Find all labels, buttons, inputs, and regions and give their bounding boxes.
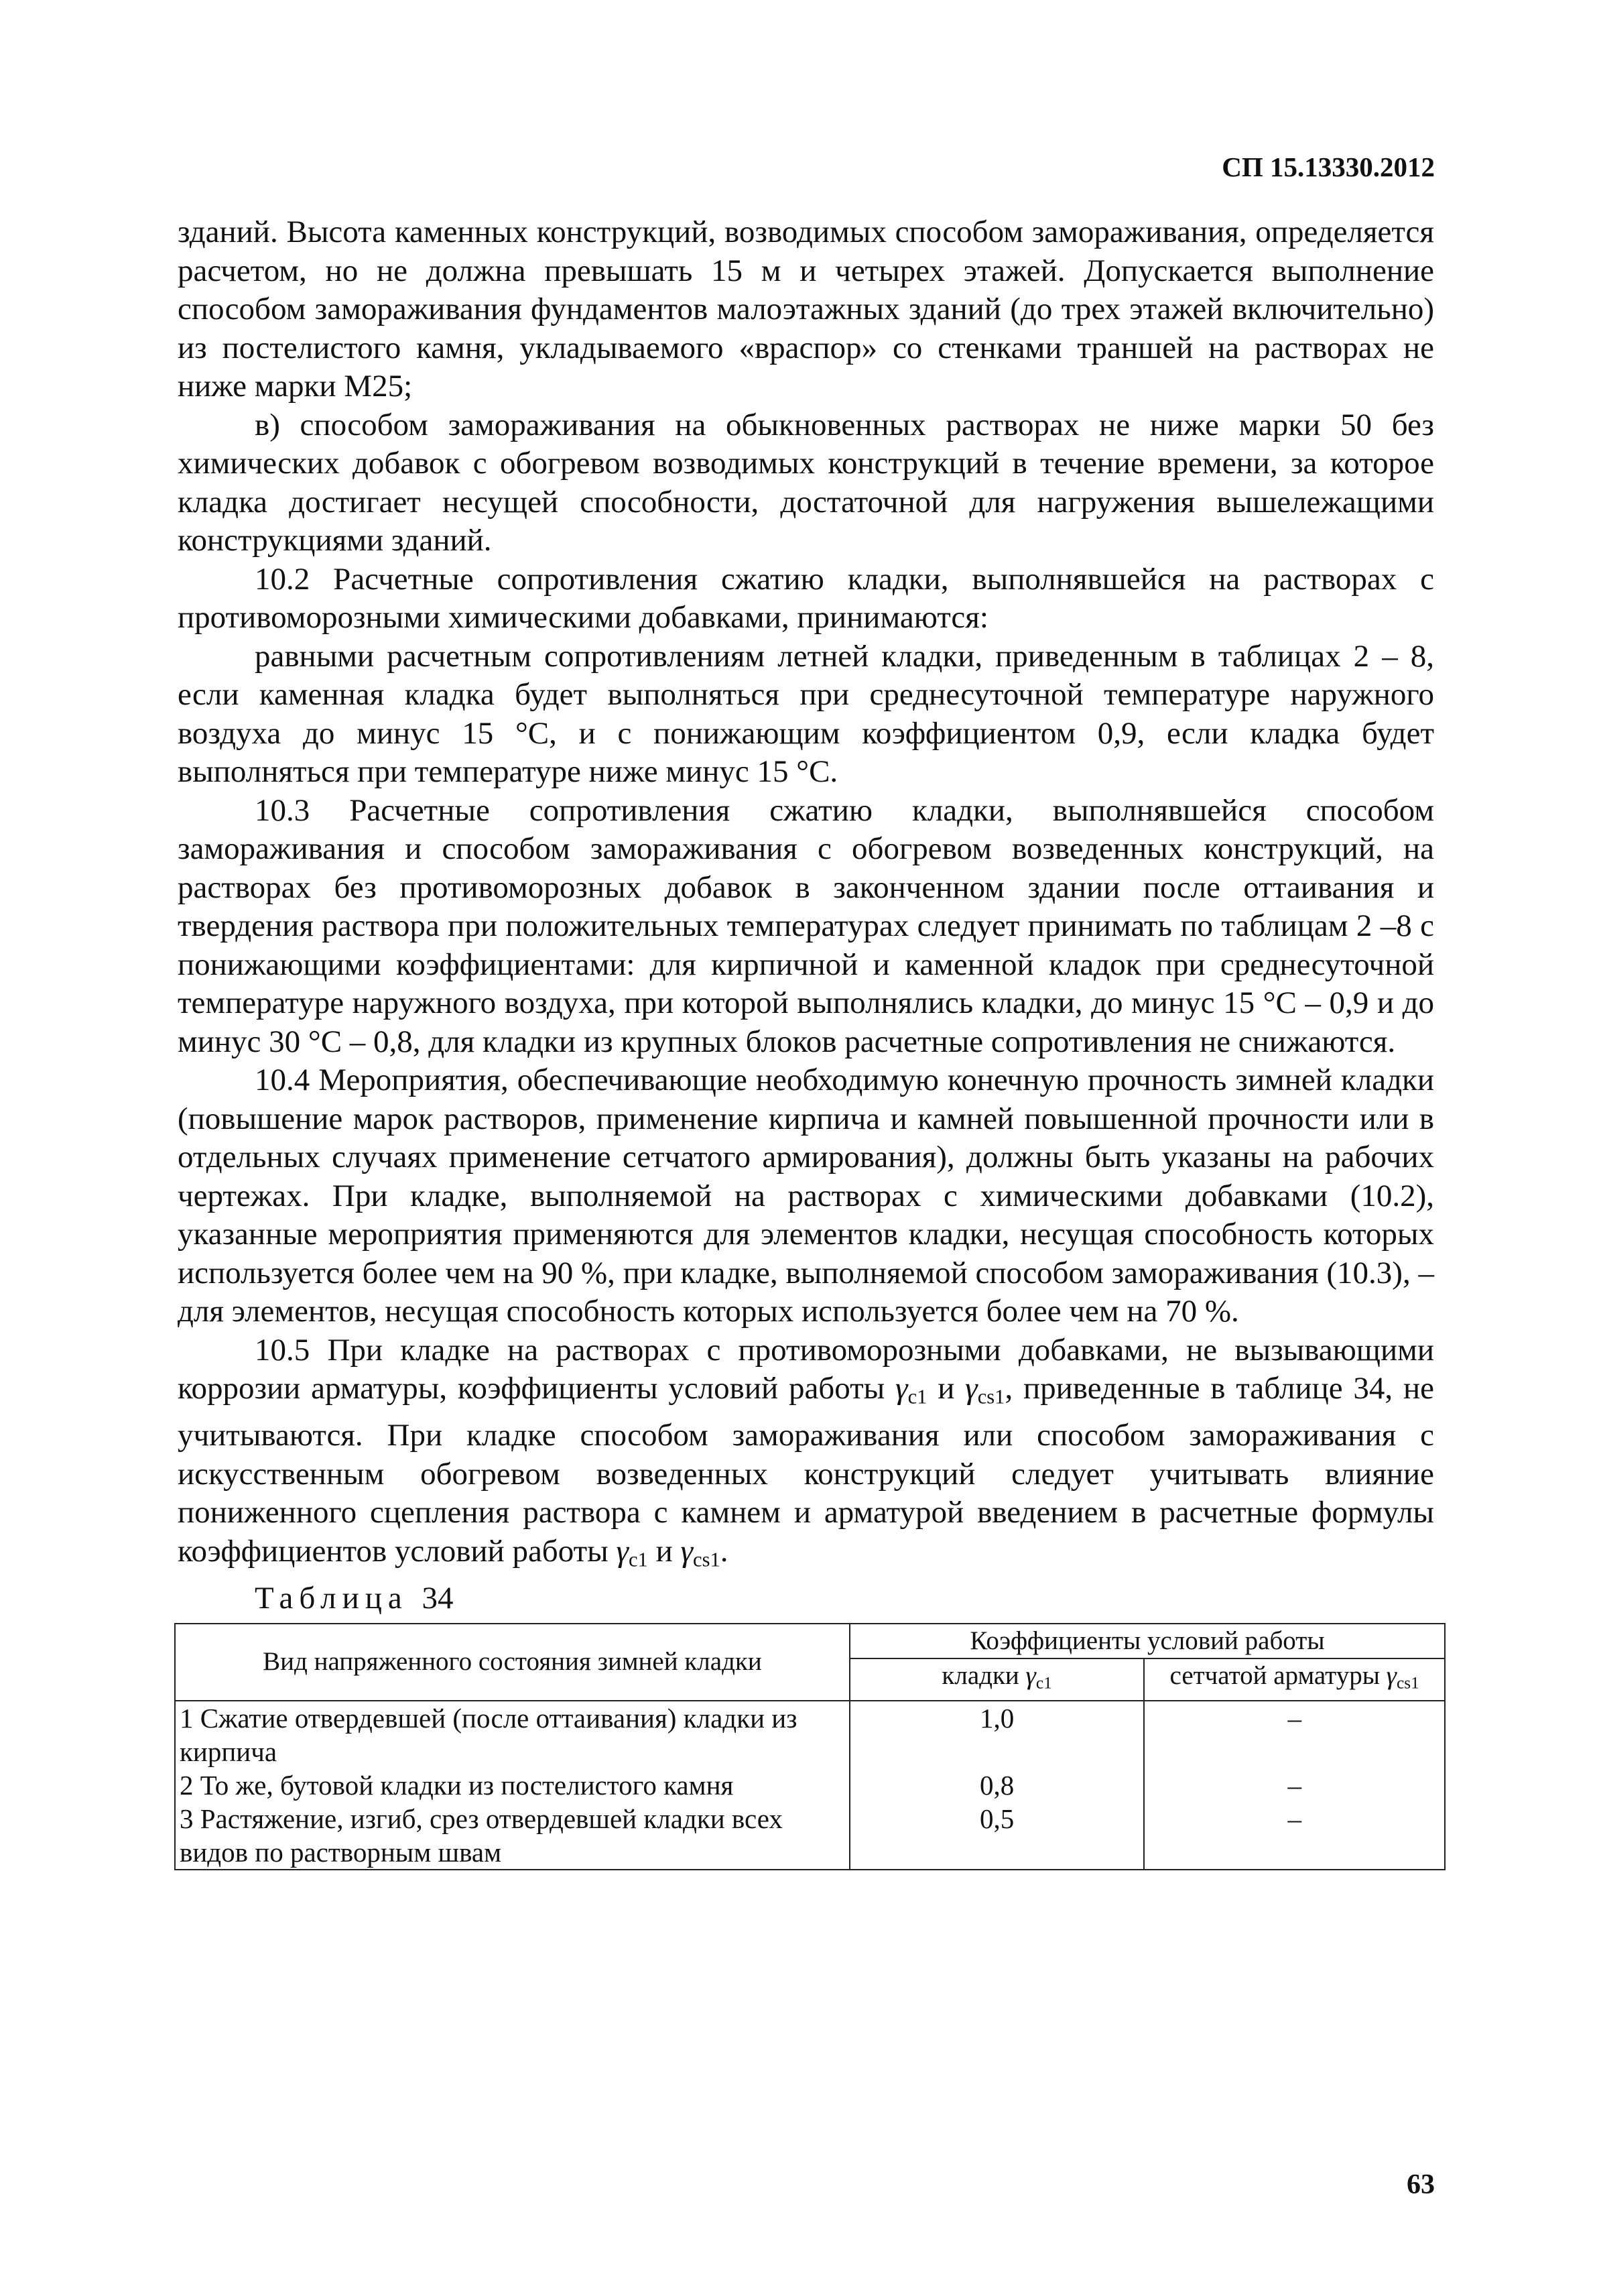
- gamma-symbol: γ: [680, 1533, 694, 1569]
- row-mesh-value: –: [1144, 1768, 1445, 1802]
- table-caption-number: 34: [422, 1580, 454, 1616]
- subscript-cs1: cs1: [693, 1548, 720, 1571]
- subscript-c1: c1: [1035, 1673, 1052, 1693]
- paragraph-10-2-item: равными расчетным сопротивлениям летней кладки, приведенным в таблицах 2 – 8, если каменная кладка будет выполняться при среднесуточной температуре наружного воздуха до минус 15 °С, и с понижающим коэффициентом 0,9, если кладка будет выполняться при температуре ниже минус 15 °С.: [178, 638, 1434, 789]
- table-caption-word: Таблица: [255, 1580, 408, 1616]
- row-mesh-value: –: [1144, 1701, 1445, 1768]
- subscript-cs1: cs1: [1397, 1673, 1419, 1693]
- gamma-symbol: γ: [616, 1533, 629, 1569]
- paragraph-10-4: 10.4 Мероприятия, обеспечивающие необходимую конечную прочность зимней кладки (повышение марок растворов, применение кирпича и камней повышенной прочности или в отдельных случаях применение сетчатого армирования), должны быть указаны на рабочих чертежах. При кладке, выполняемой на растворах с химическими добавками (10.2), указанные мероприятия применяются для элементов кладки, несущая способность которых используется более чем на 90 %, при кладке, выполняемой способом замораживания (10.3), – для элементов, несущая способность которых используется более чем на 70 %.: [178, 1063, 1434, 1329]
- table-row: [175, 1701, 1445, 1768]
- subscript-cs1: cs1: [977, 1385, 1005, 1408]
- header-stress-state: Вид напряженного состояния зимней кладки: [175, 1624, 850, 1700]
- header-masonry: [850, 1658, 1145, 1700]
- paragraph-10-3: 10.3 Расчетные сопротивления сжатию кладки, выполнявшейся способом замораживания и способом замораживания с обогревом возведенных конструкций, на растворах без противоморозных добавок в законченном здании после оттаивания и твердения раствора при положительных температурах следует принимать по таблицам 2 –8 с понижающими коэффициентами: для кирпичной и каменной кладок при среднесуточной температуре наружного воздуха, при которой выполнялись кладки, до минус 15 °С – 0,9 и до минус 30 °С – 0,8, для кладки из крупных блоков расчетные сопротивления не снижаются.: [178, 792, 1434, 1059]
- paragraph-10-5-end: .: [720, 1533, 728, 1569]
- table-caption: [178, 1579, 1434, 1618]
- gamma-symbol: γ: [1386, 1661, 1397, 1691]
- header-masonry-label: кладки: [942, 1661, 1026, 1691]
- table-row: [175, 1802, 1445, 1870]
- row-mesh-value: –: [1144, 1802, 1445, 1870]
- document-code: СП 15.13330.2012: [1222, 152, 1435, 182]
- subscript-c1: c1: [907, 1385, 928, 1408]
- table-34: [174, 1623, 1446, 1870]
- header-mesh: [1144, 1658, 1445, 1700]
- row-label: 1 Сжатие отвердевшей (после оттаивания) кладки из кирпича: [175, 1701, 850, 1768]
- paragraph-10-2: 10.2 Расчетные сопротивления сжатию кладки, выполнявшейся на растворах с противоморозными химическими добавками, принимаются:: [178, 561, 1434, 635]
- subscript-c1: c1: [629, 1548, 648, 1571]
- row-label: 3 Растяжение, изгиб, срез отвердевшей кладки всех видов по растворным швам: [175, 1802, 850, 1870]
- gamma-symbol: γ: [895, 1371, 908, 1406]
- table-row: [175, 1768, 1445, 1802]
- gamma-symbol: γ: [965, 1371, 978, 1406]
- header-mesh-label: сетчатой арматуры: [1169, 1661, 1387, 1691]
- row-label: 2 То же, бутовой кладки из постелистого камня: [175, 1768, 850, 1802]
- gamma-symbol: γ: [1025, 1661, 1036, 1691]
- conjunction: и: [927, 1371, 966, 1406]
- paragraph-continuation: зданий. Высота каменных конструкций, возводимых способом замораживания, определяется расчетом, но не должна превышать 15 м и четырех этажей. Допускается выполнение способом замораживания фундаментов малоэтажных зданий (до трех этажей включительно) из постелистого камня, укладываемого «враспор» со стенками траншей на растворах не ниже марки М25;: [178, 215, 1434, 404]
- header-coefficients: Коэффициенты условий работы: [850, 1624, 1445, 1658]
- body-text: [178, 213, 1434, 1870]
- row-masonry-value: 0,8: [850, 1768, 1145, 1802]
- paragraph-item-v: в) способом замораживания на обыкновенных растворах не ниже марки 50 без химических добавок с обогревом возводимых конструкций в течение времени, за которое кладка достигает несущей способности, достаточной для нагружения вышележащими конструкциями зданий.: [178, 407, 1434, 558]
- paragraph-10-5-part2: , приведенные в таблице 34, не учитываются. При кладке способом замораживания или способом замораживания с искусственным обогревом возведенных конструкций следует учитывать влияние пониженного сцепления раствора с камнем и арматурой введением в расчетные формулы коэффициентов условий работы: [178, 1371, 1434, 1569]
- conjunction: и: [647, 1533, 681, 1569]
- paragraph-10-5: [178, 1331, 1434, 1579]
- paragraph-10-5-part1: 10.5 При кладке на растворах с противоморозными добавками, не вызывающими коррозии арматуры, коэффициенты условий работы: [178, 1332, 1434, 1406]
- row-masonry-value: 0,5: [850, 1802, 1145, 1870]
- page-number: 63: [1407, 2169, 1435, 2200]
- row-masonry-value: 1,0: [850, 1701, 1145, 1768]
